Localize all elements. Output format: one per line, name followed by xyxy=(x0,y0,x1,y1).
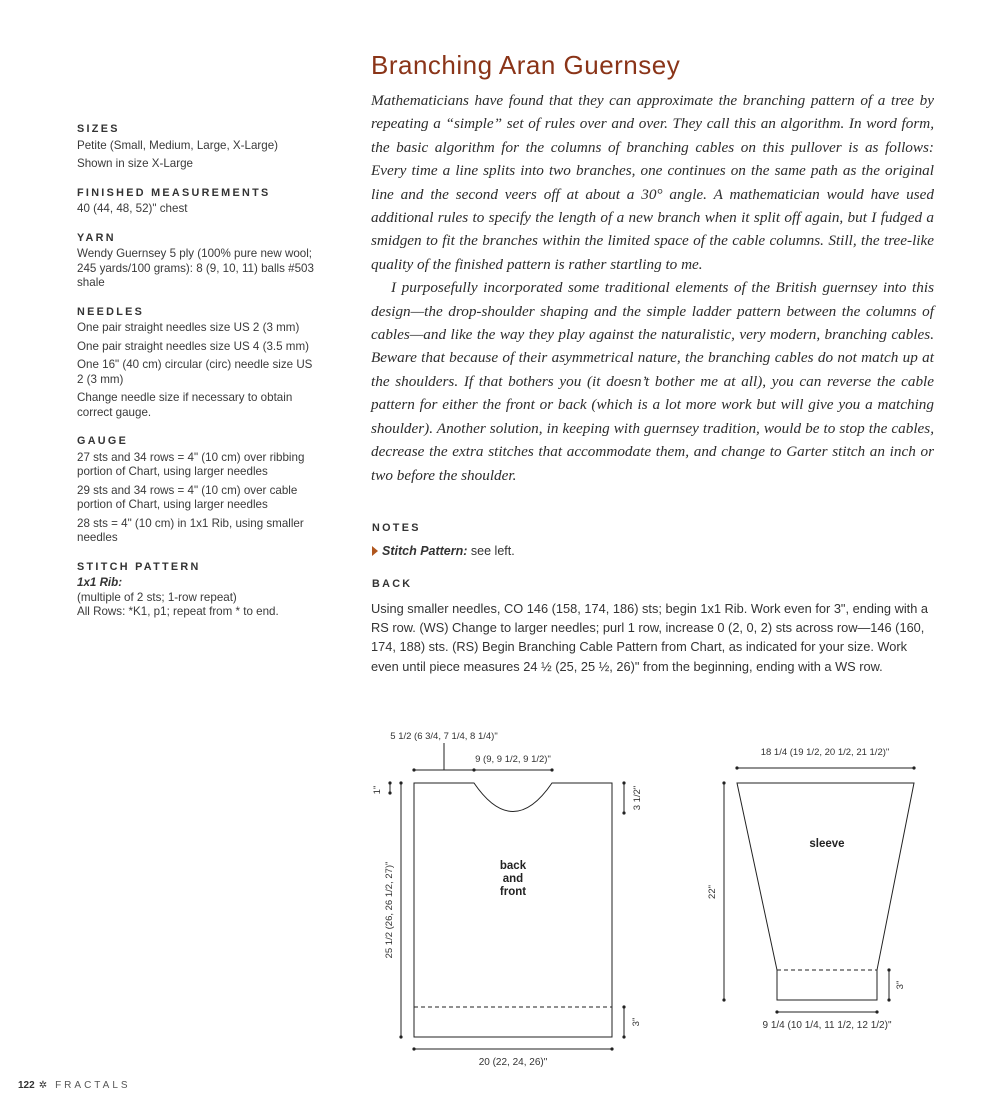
dim-dot xyxy=(622,781,625,784)
gauge-item: 28 sts = 4" (10 cm) in 1x1 Rib, using smaller needles xyxy=(77,516,304,544)
dim-dot xyxy=(887,998,890,1001)
yarn-heading: YARN xyxy=(77,231,116,244)
stitch-pattern-multiple: (multiple of 2 sts; 1-row repeat) xyxy=(77,590,237,604)
needles-item: One 16" (40 cm) circular (circ) needle size US 2 (3 mm) xyxy=(77,358,313,386)
dim-dot xyxy=(550,768,553,771)
sleeve-outline xyxy=(737,783,914,1000)
neck-depth-label: 3 1/2" xyxy=(632,785,643,811)
gauge-item: 29 sts and 34 rows = 4" (10 cm) over cable portion of Chart, using larger needles xyxy=(77,483,298,511)
dim-dot xyxy=(610,1047,613,1050)
section-name: FRACTALS xyxy=(55,1080,131,1091)
body-outline xyxy=(414,783,612,1037)
stitch-pattern-rows: All Rows: *K1, p1; repeat from * to end. xyxy=(77,605,279,618)
dim-dot xyxy=(887,968,890,971)
page-number: 122 xyxy=(18,1080,35,1091)
dim-dot xyxy=(399,1035,402,1038)
body-label: and xyxy=(502,873,524,885)
dim-dot xyxy=(412,1047,415,1050)
dim-dot xyxy=(399,781,402,784)
finished-measurements-text: 40 (44, 48, 52)" chest xyxy=(77,202,188,215)
back-instructions: Using smaller needles, CO 146 (158, 174, 186) sts; begin 1x1 Rib. Work even for 3", ending with a RS row. (WS) Change to larger needles; purl 1 row, increase 0 (2, 0, 2) sts across row—146 (160, 174, 188) sts. (RS) Begin Branching Cable Pattern from Chart, as indicated for your size. Work even until piece measures 24 ½ (25, 25 ½, 26)" from the beginning, ending with a WS row. xyxy=(371,601,929,674)
one-inch-label: 1" xyxy=(372,785,383,795)
intro-paragraph: Mathematicians have found that they can approximate the branching pattern of a tree by repeating a “simple” set of rules over and over. They call this an algorithm. In word form, the basic algorithm for the columns of branching cables on this pullover is as follows: Every time a line splits into two branches, one continues on the same path as the original line and the second veers off at about a 30° angle. A mathematician would have used additional rules to specify the length of a new branch when it split off again, but I fudged a smidgen to fit the branches within the limited space of the cable columns. Still, the tree-like quality of the finished pattern is rather startling to me. xyxy=(371,92,934,273)
yarn-text: Wendy Guernsey 5 ply (100% pure new wool; 245 yards/100 grams): 8 (9, 10, 11) balls #503 shale xyxy=(77,247,314,289)
star-icon: ✲ xyxy=(38,1080,48,1091)
sleeve-label: sleeve xyxy=(809,838,845,850)
sizes-shown: Shown in size X-Large xyxy=(77,157,193,170)
needles-item: Change needle size if necessary to obtain correct gauge. xyxy=(77,391,293,419)
notes-heading: NOTES xyxy=(372,522,421,534)
finished-measurements-heading: FINISHED MEASUREMENTS xyxy=(77,186,271,199)
back-heading: BACK xyxy=(372,578,413,590)
neck-label: 9 (9, 9 1/2, 9 1/2)" xyxy=(475,754,551,765)
cuff-width-label: 9 1/4 (10 1/4, 11 1/2, 12 1/2)" xyxy=(762,1020,892,1031)
rib-depth-label: 3" xyxy=(631,1017,642,1027)
stitch-pattern-subheading: 1x1 Rib: xyxy=(77,576,123,589)
chest-label: 20 (22, 24, 26)" xyxy=(478,1057,548,1068)
page-title: Branching Aran Guernsey xyxy=(371,50,681,80)
cuff-depth-label: 3" xyxy=(895,980,906,990)
dim-dot xyxy=(622,1035,625,1038)
dim-dot xyxy=(775,1010,778,1013)
dim-dot xyxy=(622,1005,625,1008)
dim-dot xyxy=(735,766,738,769)
sleeve-top-label: 18 1/4 (19 1/2, 20 1/2, 21 1/2)" xyxy=(760,747,890,758)
needles-item: One pair straight needles size US 4 (3.5 mm) xyxy=(77,339,309,353)
dim-dot xyxy=(722,781,725,784)
needles-heading: NEEDLES xyxy=(77,305,145,318)
body-label: back xyxy=(499,860,527,872)
page-footer xyxy=(18,1080,131,1091)
notes-text: see left. xyxy=(467,544,515,558)
dim-dot xyxy=(622,811,625,814)
dim-dot xyxy=(388,781,391,784)
intro-paragraph: I purposefully incorporated some traditional elements of the British guernsey into this design—the drop-shoulder shaping and the simple ladder pattern between the columns of cables—and like the way they play against the naturalistic, very modern, branching cables. Beware that because of their asymmetrical nature, the branching cables do not match up at the shoulders. If that bothers you (it doesn’t bother me at all), you can reverse the cable pattern for either the front or back (which is a lot more work but will give you a matching shoulder). Another solution, in keeping with guernsey tradition, would be to stop the cables, decrease the extra stitches that accommodate them, and change to Garter stitch an inch or two before the shoulder. xyxy=(371,279,934,484)
gauge-heading: GAUGE xyxy=(77,435,129,447)
dim-dot xyxy=(412,768,415,771)
dim-dot xyxy=(388,791,391,794)
stitch-pattern-heading: STITCH PATTERN xyxy=(77,560,201,573)
notes-label: Stitch Pattern: xyxy=(382,544,468,558)
sizes-text: Petite (Small, Medium, Large, X-Large) xyxy=(77,138,279,152)
gauge-item: 27 sts and 34 rows = 4" (10 cm) over ribbing portion of Chart, using larger needles xyxy=(77,450,305,478)
shoulder-label: 5 1/2 (6 3/4, 7 1/4, 8 1/4)" xyxy=(390,731,498,742)
sleeve-length-label: 22" xyxy=(707,885,718,899)
body-length-label: 25 1/2 (26, 26 1/2, 27)" xyxy=(384,861,395,959)
body-label: front xyxy=(499,886,527,898)
dim-dot xyxy=(912,766,915,769)
needles-item: One pair straight needles size US 2 (3 mm) xyxy=(77,321,300,334)
sizes-heading: SIZES xyxy=(77,123,120,135)
dim-dot xyxy=(722,998,725,1001)
dim-dot xyxy=(875,1010,878,1013)
